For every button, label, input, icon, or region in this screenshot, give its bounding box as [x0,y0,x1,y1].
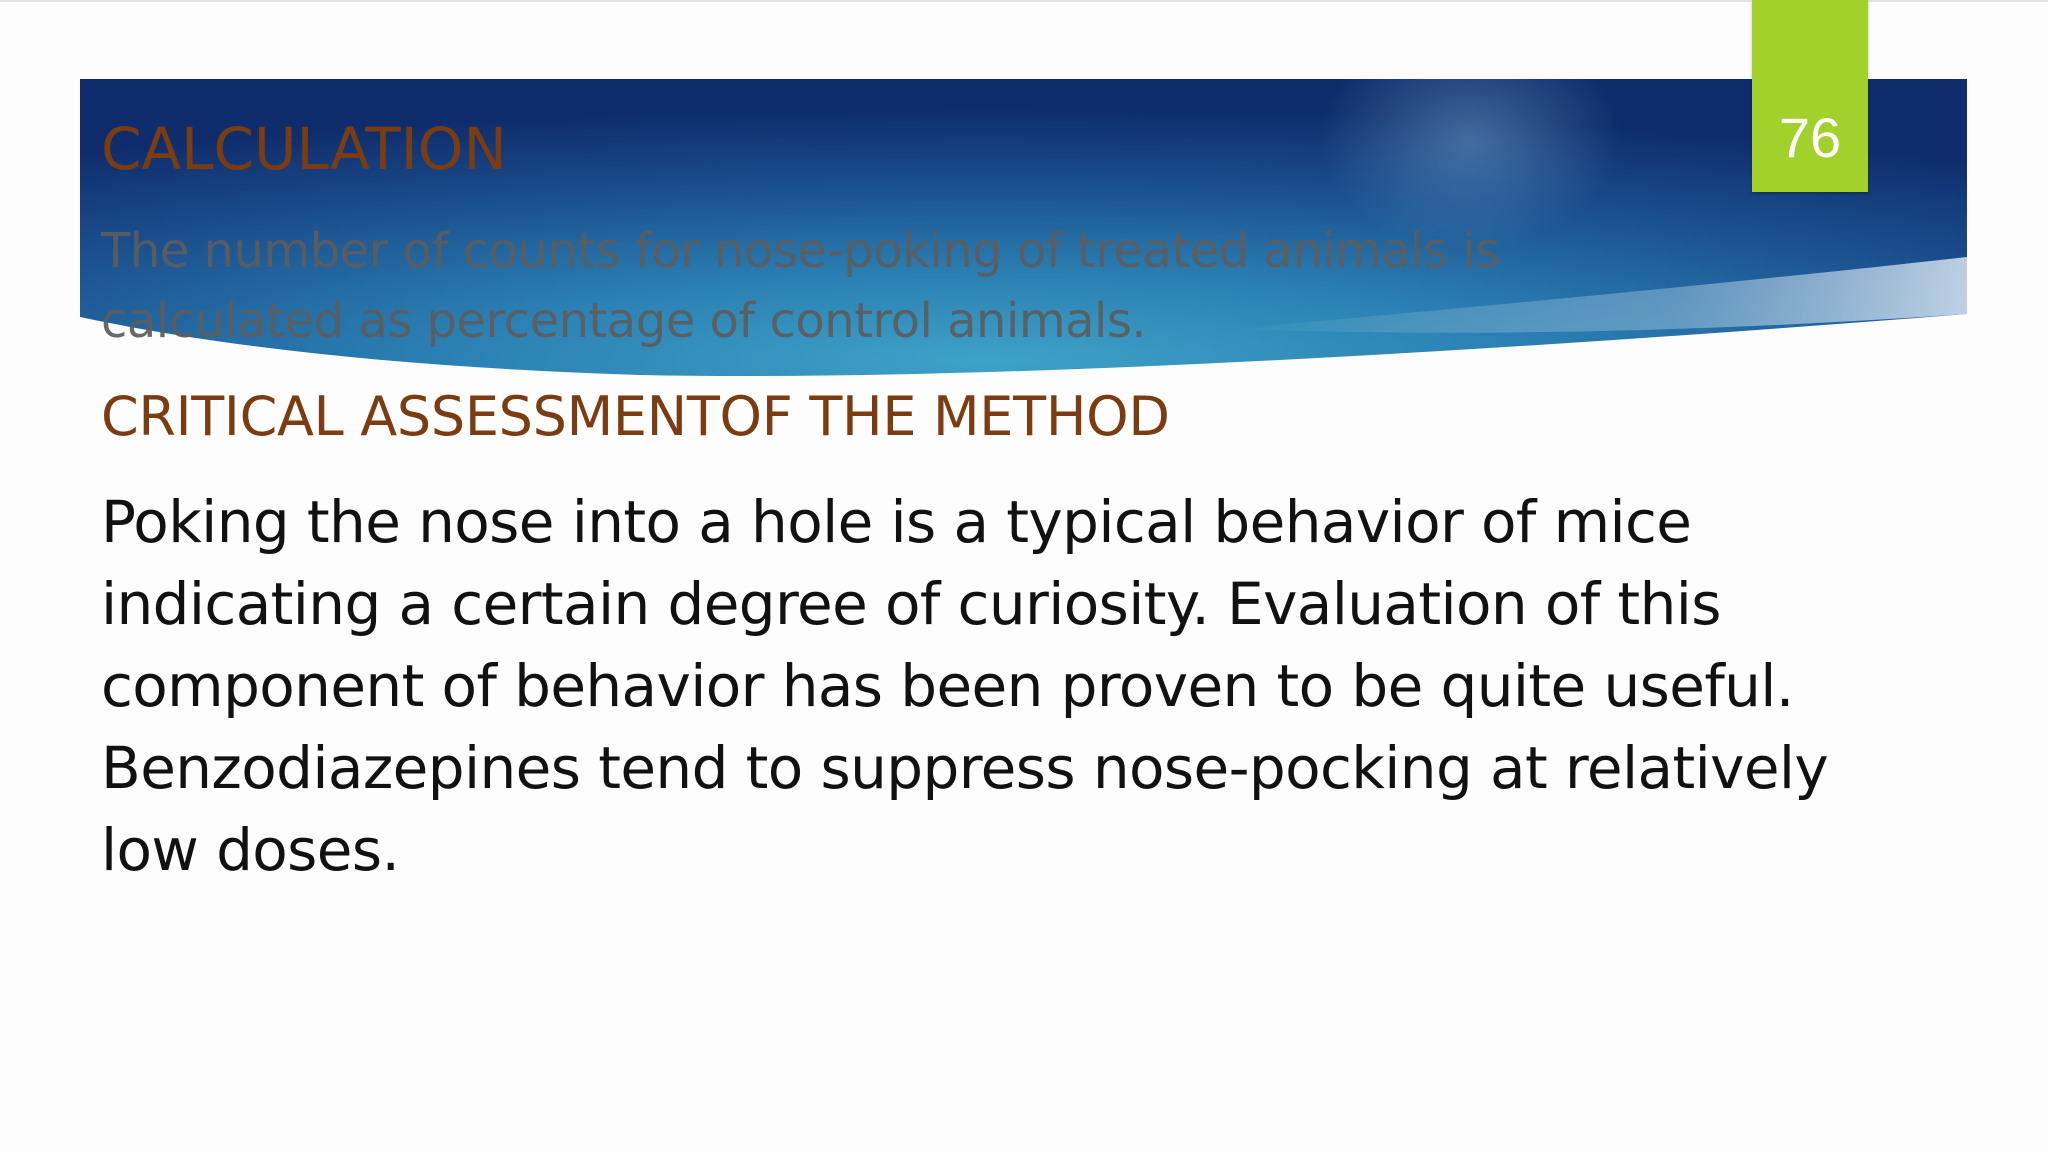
page-number: 76 [1778,106,1842,169]
calculation-title: CALCULATION [101,115,507,183]
top-divider [0,0,2048,2]
calculation-text: The number of counts for nose-poking of treated animals is calculated as percentage of control animals. [101,223,1500,349]
page-number-badge [1752,0,1868,192]
assessment-heading: CRITICAL ASSESSMENTOF THE METHOD [101,385,1170,448]
assessment-text: Poking the nose into a hole is a typical behavior of mice indicating a certain degree of curiosity. Evaluation of this component of behavior has been proven to be quite useful. Benzodiazepines tend to suppress nose-pocking at relatively low doses. [101,488,1829,884]
